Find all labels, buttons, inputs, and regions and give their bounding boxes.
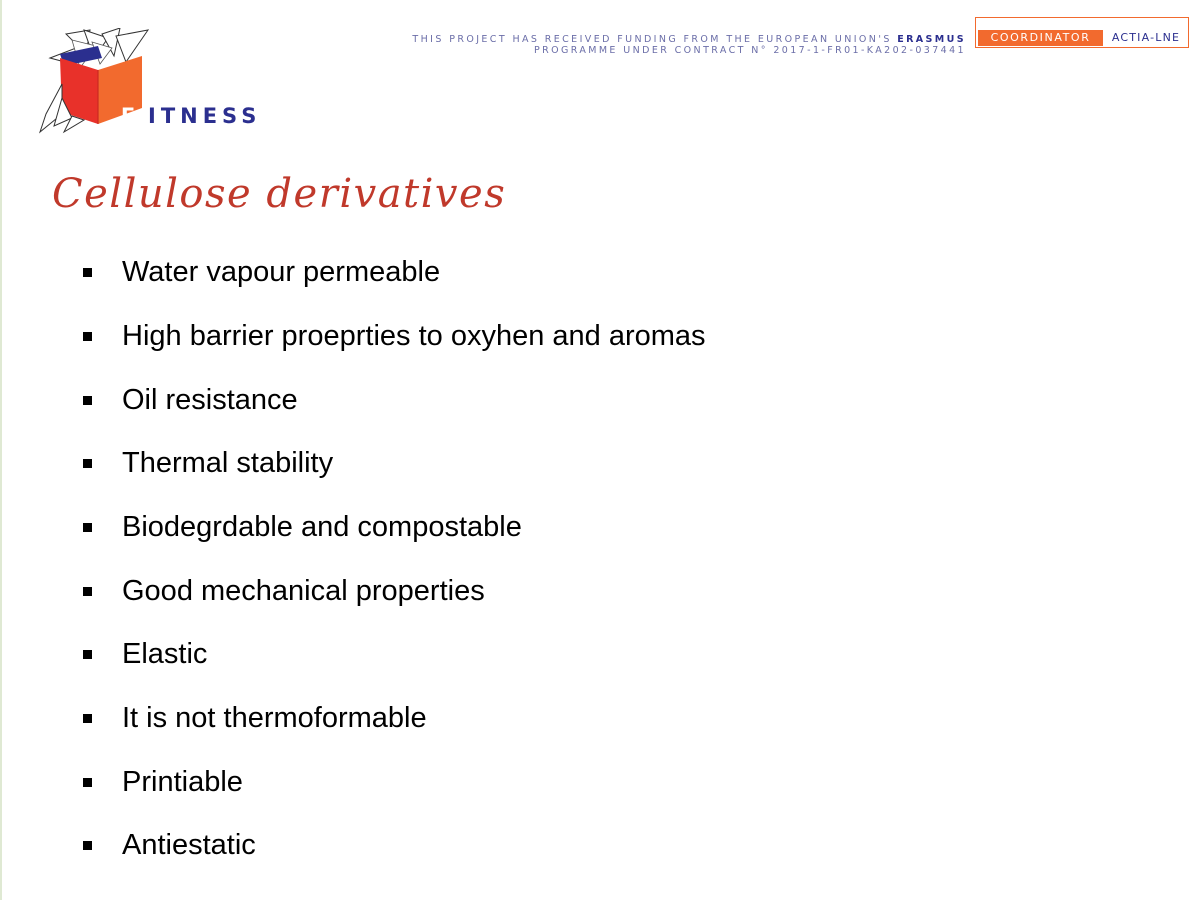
square-bullet-icon <box>83 523 92 532</box>
logo-letter-f: F <box>120 104 136 128</box>
funding-line-2: PROGRAMME UNDER CONTRACT N° 2017-1-FR01-KA202-037441 <box>533 45 966 56</box>
bullet-item <box>80 443 980 483</box>
bullet-item <box>80 634 980 674</box>
bullet-item <box>80 252 980 292</box>
bullet-item <box>80 571 980 611</box>
square-bullet-icon <box>83 650 92 659</box>
bullet-text: Printiable <box>122 766 243 798</box>
square-bullet-icon <box>83 778 92 787</box>
bullet-item <box>80 507 980 547</box>
logo-wordmark: ITNESS <box>148 104 262 128</box>
square-bullet-icon <box>83 459 92 468</box>
fitness-logo <box>36 28 276 136</box>
bullet-text: High barrier proeprties to oxyhen and aromas <box>122 320 706 352</box>
bullet-text: Antiestatic <box>122 829 256 861</box>
bullet-item <box>80 762 980 802</box>
coordinator-badge <box>975 17 1189 48</box>
bullet-text: Oil resistance <box>122 384 298 416</box>
bullet-text: It is not thermoformable <box>122 702 427 734</box>
funding-statement <box>412 34 966 56</box>
square-bullet-icon <box>83 396 92 405</box>
square-bullet-icon <box>83 332 92 341</box>
bullet-item <box>80 380 980 420</box>
erasmus-label: ERASMUS <box>897 34 966 45</box>
funding-line-1-prefix: THIS PROJECT HAS RECEIVED FUNDING FROM THE EUROPEAN UNION'S <box>412 34 892 45</box>
square-bullet-icon <box>83 268 92 277</box>
bullet-item <box>80 316 980 356</box>
bullet-text: Water vapour permeable <box>122 256 441 288</box>
coordinator-label: COORDINATOR <box>978 30 1103 46</box>
bullet-item <box>80 825 980 865</box>
bullet-text: Good mechanical properties <box>122 575 485 607</box>
bullet-text: Elastic <box>122 638 208 670</box>
bullet-item <box>80 698 980 738</box>
slide-title: Cellulose derivatives <box>52 171 507 217</box>
funding-line-1 <box>412 34 966 45</box>
square-bullet-icon <box>83 714 92 723</box>
bullet-text: Thermal stability <box>122 447 334 479</box>
bullet-text: Biodegrdable and compostable <box>122 511 522 543</box>
square-bullet-icon <box>83 841 92 850</box>
slide-left-edge <box>0 0 2 900</box>
coordinator-name: ACTIA-LNE <box>1111 31 1181 44</box>
square-bullet-icon <box>83 587 92 596</box>
